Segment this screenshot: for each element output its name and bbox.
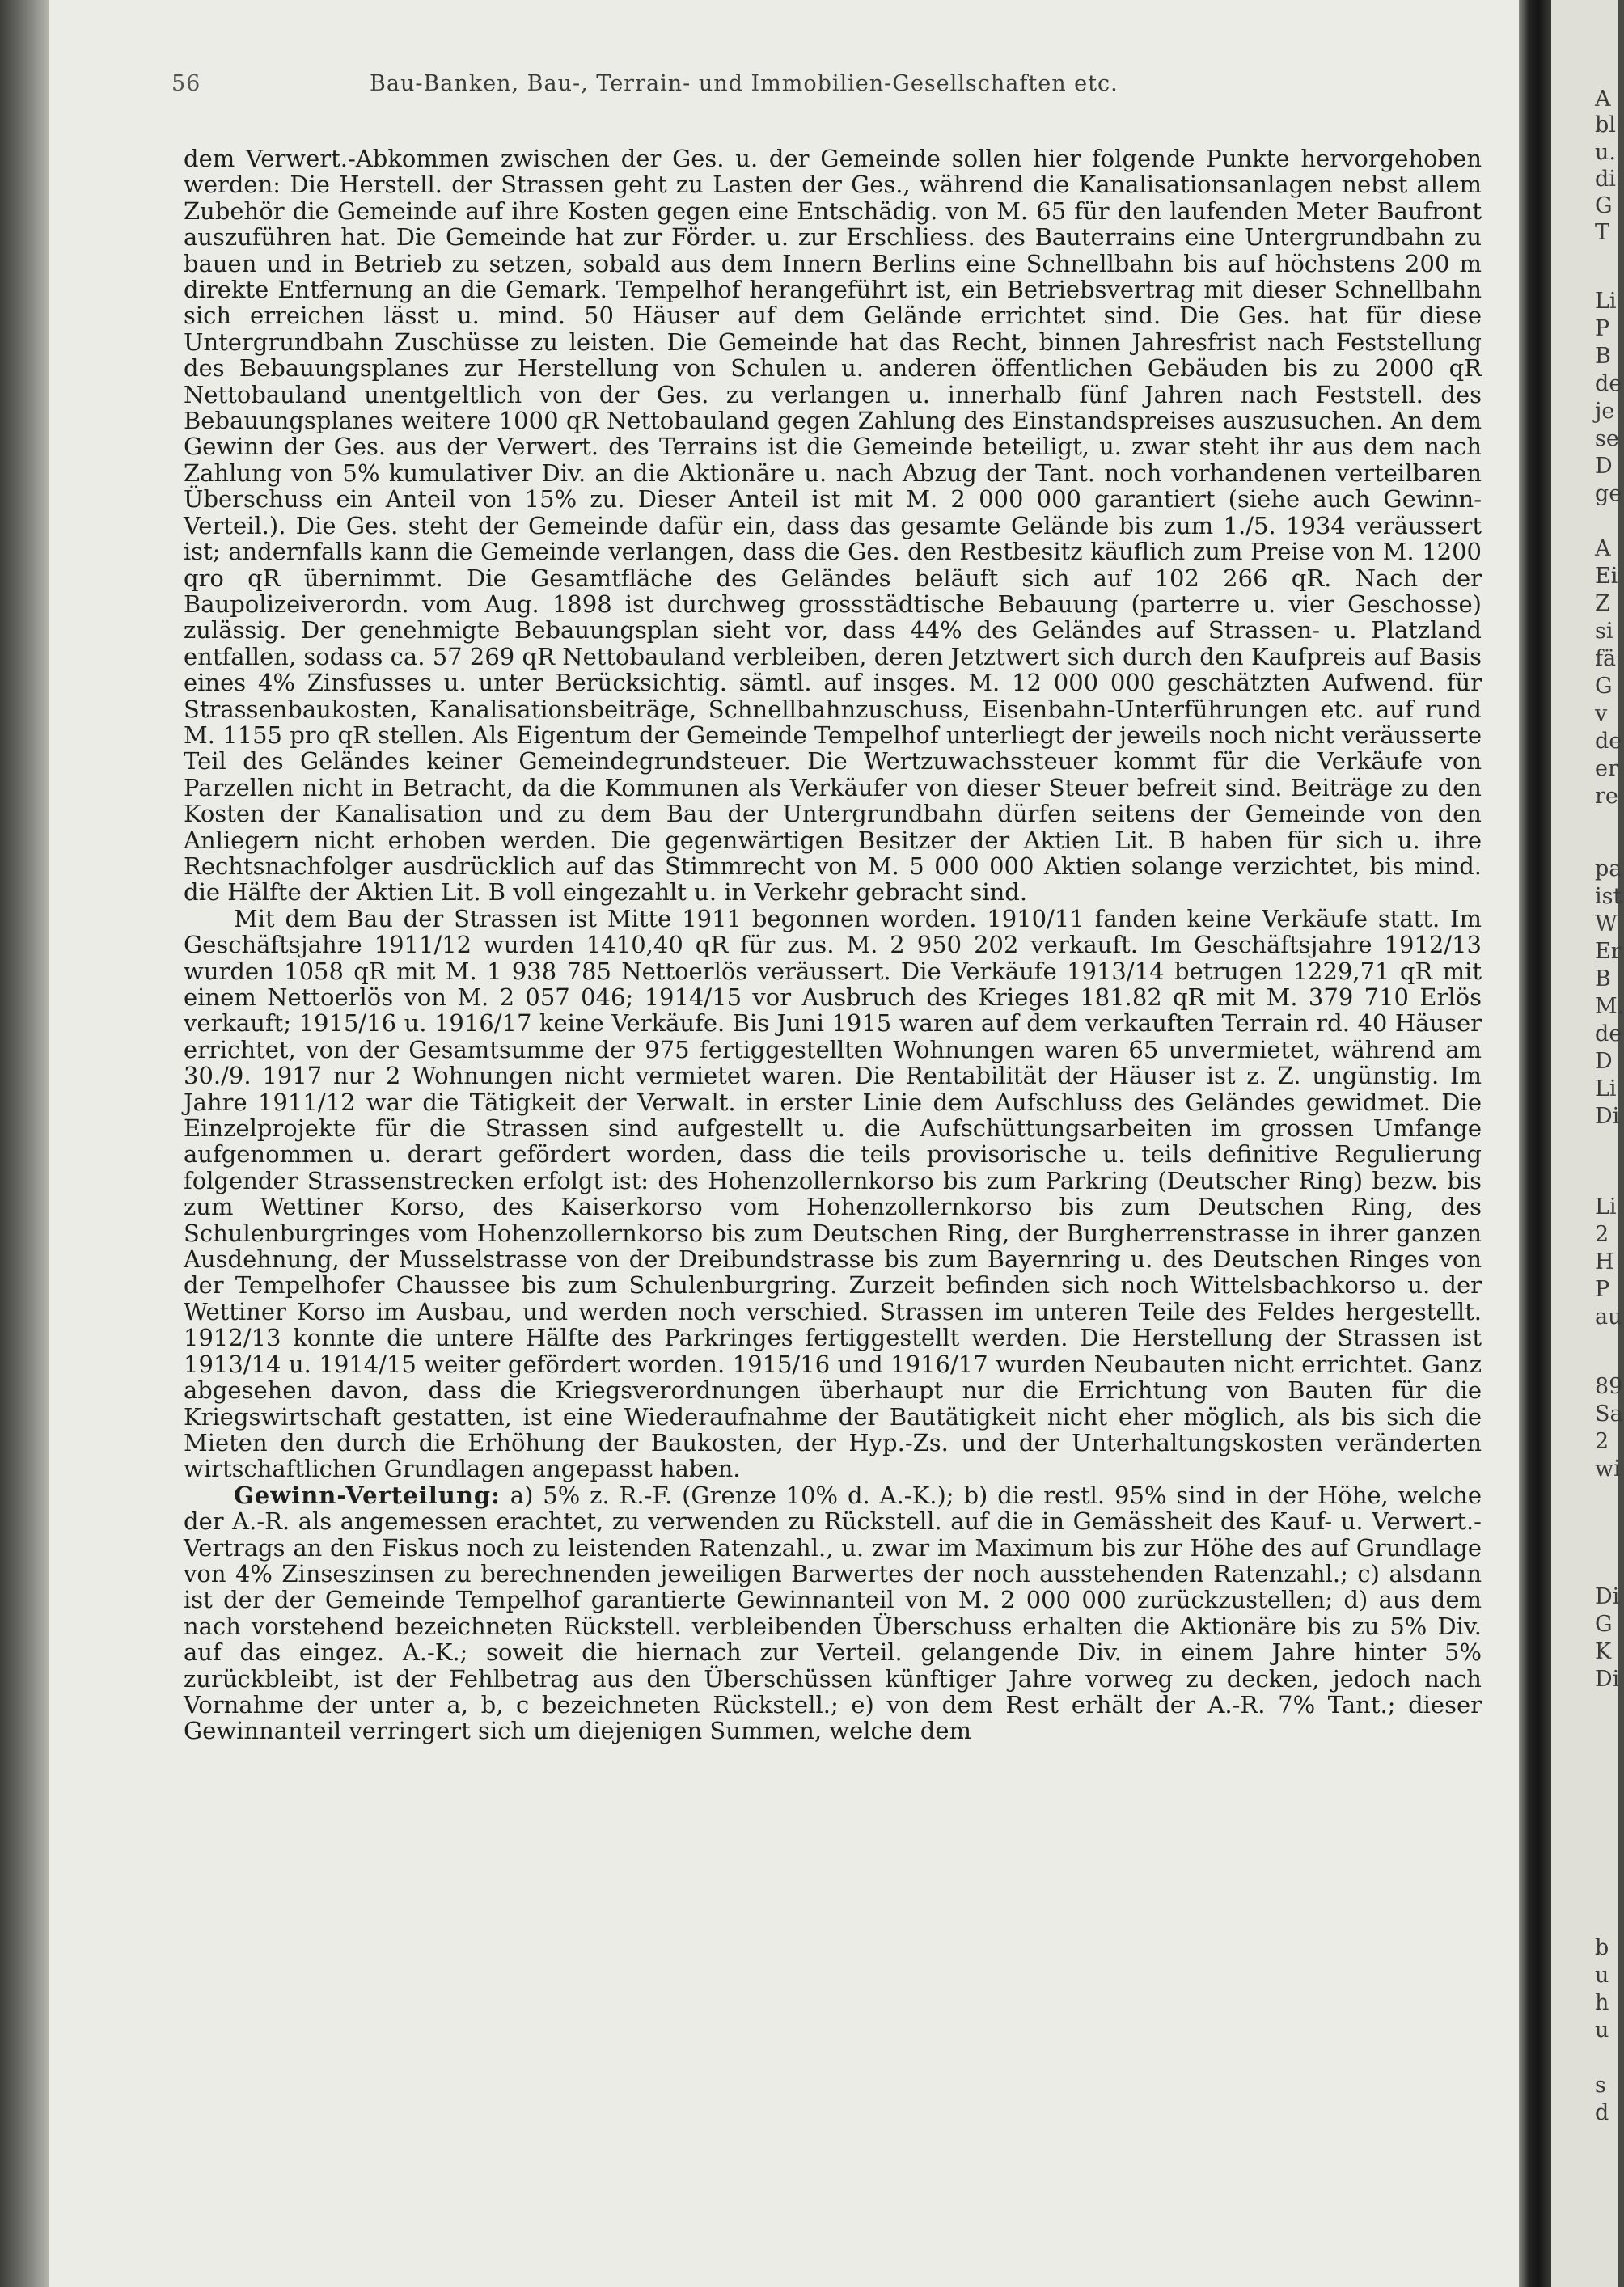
adjacent-fragment: ist	[1595, 884, 1622, 909]
adjacent-fragment: re	[1595, 784, 1618, 809]
adjacent-fragment: 2	[1595, 1429, 1609, 1454]
adjacent-fragment: v	[1595, 701, 1608, 726]
section-lead-gewinn-verteilung: Gewinn-Verteilung:	[234, 1481, 501, 1509]
adjacent-fragment: H	[1595, 1249, 1614, 1275]
adjacent-fragment: K	[1595, 1639, 1612, 1664]
adjacent-fragment: Er	[1595, 939, 1622, 964]
adjacent-fragment: Di	[1595, 1584, 1620, 1609]
adjacent-fragment: P	[1595, 1277, 1610, 1302]
page-content	[171, 0, 1482, 2287]
adjacent-fragment: d	[1595, 2100, 1609, 2125]
running-head: Bau-Banken, Bau-, Terrain- und Immobilien-Gesellschaften etc.	[370, 71, 1119, 96]
adjacent-fragment: de	[1595, 1021, 1622, 1046]
adjacent-fragment: au	[1595, 1304, 1622, 1330]
adjacent-fragment: G	[1595, 674, 1613, 699]
adjacent-fragment: Li	[1595, 1076, 1617, 1101]
adjacent-fragment: Di	[1595, 1667, 1620, 1692]
adjacent-fragment: D	[1595, 454, 1613, 479]
adjacent-fragment: G	[1595, 1612, 1613, 1637]
adjacent-fragment: se	[1595, 426, 1619, 451]
book-spine	[1519, 0, 1551, 2287]
body-text	[184, 146, 1482, 1744]
adjacent-fragment: wi	[1595, 1456, 1621, 1482]
adjacent-fragment: je	[1595, 399, 1615, 424]
adjacent-fragment: Ei	[1595, 564, 1618, 589]
adjacent-fragment: D	[1595, 1049, 1613, 1074]
adjacent-fragment: M.	[1595, 994, 1624, 1019]
left-page-edge	[0, 0, 49, 2287]
adjacent-fragment: ge	[1595, 481, 1622, 506]
adjacent-fragment: fä	[1595, 646, 1617, 671]
paragraph-gewinn-verteilung	[184, 1482, 1482, 1744]
adjacent-fragment: B	[1595, 344, 1611, 369]
adjacent-fragment: Z	[1595, 591, 1610, 616]
adjacent-fragment: er	[1595, 756, 1618, 781]
adjacent-fragment: di	[1595, 167, 1616, 192]
adjacent-page-strip	[1551, 0, 1624, 2287]
adjacent-fragment: de	[1595, 371, 1622, 396]
adjacent-fragment: h	[1595, 1990, 1609, 2015]
adjacent-fragment: s	[1595, 2073, 1606, 2098]
adjacent-fragment: B	[1595, 966, 1611, 991]
adjacent-fragment: Di	[1595, 1104, 1620, 1129]
page-header	[171, 71, 1470, 104]
adjacent-fragment: 89	[1595, 1374, 1623, 1399]
adjacent-fragment: u	[1595, 1963, 1609, 1988]
adjacent-fragment: 2	[1595, 1222, 1609, 1247]
gewinn-verteilung-text: a) 5% z. R.-F. (Grenze 10% d. A.-K.); b) die restl. 95% sind in der Höhe, welche der A.-R. als angemessen erachtet, zu verwenden zu Rückstell. auf die in Gemässheit des Kauf- u. Verwert.-Vertrags an den Fiskus noch zu leistenden Ratenzahl., u. zwar im Maximum bis zur Höhe des auf Grundlage von 4% Zinseszinsen zu berechnenden jeweiligen Barwertes der noch ausstehenden Ratenzahl.; c) alsdann ist der der Gemeinde Tempelhof garantierte Gewinnanteil von M. 2 000 000 zurückzustellen; d) aus dem nach vorstehend bezeichneten Rückstell. verbleibenden Überschuss erhalten die Aktionäre bis zu 5% Div. auf das eingez. A.-K.; soweit die hiernach zur Verteil. gelangende Div. in einem Jahre hinter 5% zurückbleibt, ist der Fehlbetrag aus den Überschüssen künftiger Jahre vorweg zu decken, jedoch nach Vornahme der unter a, b, c bezeichneten Rückstell.; e) von dem Rest erhält der A.-R. 7% Tant.; dieser Gewinnanteil verringert sich um diejenigen Summen, welche dem	[184, 1481, 1482, 1745]
adjacent-fragment: u	[1595, 2018, 1609, 2043]
paragraph-strassenbau: Mit dem Bau der Strassen ist Mitte 1911 begonnen worden. 1910/11 fanden keine Verkäufe statt. Im Geschäftsjahre 1911/12 wurden 1410,40 qR für zus. M. 2 950 202 verkauft. Im Geschäftsjahre 1912/13 wurden 1058 qR mit M. 1 938 785 Nettoerlös veräussert. Die Verkäufe 1913/14 betrugen 1229,71 qR mit einem Nettoerlös von M. 2 057 046; 1914/15 vor Ausbruch des Krieges 181.82 qR mit M. 379 710 Erlös verkauft; 1915/16 u. 1916/17 keine Verkäufe. Bis Juni 1915 waren auf dem verkauften Terrain rd. 40 Häuser errichtet, von der Gesamtsumme der 975 fertiggestellten Wohnungen waren 65 unvermietet, während am 30./9. 1917 nur 2 Wohnungen nicht vermietet waren. Die Rentabilität der Häuser ist z. Z. ungünstig. Im Jahre 1911/12 war die Tätigkeit der Verwalt. in erster Linie dem Aufschluss des Geländes gewidmet. Die Einzelprojekte für die Strassen sind aufgestellt u. die Aufschüttungsarbeiten im grossen Umfange aufgenommen u. derart gefördert worden, dass die teils provisorische u. teils definitive Regulierung folgender Strassenstrecken erfolgt ist: des Hohenzollernkorso bis zum Parkring (Deutscher Ring) bezw. bis zum Wettiner Korso, des Kaiserkorso vom Hohenzollernkorso bis zum Deutschen Ring, des Schulenburgringes vom Hohenzollernkorso bis zum Deutschen Ring, der Burgherrenstrasse in ihrer ganzen Ausdehnung, der Musselstrasse von der Dreibundstrasse bis zum Bayernring u. des Deutschen Ringes von der Tempelhofer Chaussee bis zum Schulenburgring. Zurzeit befinden sich noch Wittelsbachkorso u. der Wettiner Korso im Ausbau, und werden noch verschied. Strassen im unteren Teile des Feldes hergestellt. 1912/13 konnte die untere Hälfte des Parkringes fertiggestellt werden. Die Herstellung der Strassen ist 1913/14 u. 1914/15 weiter gefördert worden. 1915/16 und 1916/17 wurden Neubauten nicht errichtet. Ganz abgesehen davon, dass die Kriegsverordnungen überhaupt nur die Errichtung von Bauten für die Kriegswirtschaft gestatten, ist eine Wiederaufnahme der Bautätigkeit nicht eher möglich, als bis sich die Mieten den durch die Erhöhung der Baukosten, der Hyp.-Zs. und der Unterhaltungskosten veränderten wirtschaftlichen Grundlagen angepasst haben.	[184, 904, 1482, 1483]
adjacent-fragment: bl	[1595, 112, 1616, 137]
adjacent-fragment: G	[1595, 193, 1613, 218]
adjacent-fragment: u.	[1595, 140, 1616, 165]
adjacent-fragment: P	[1595, 316, 1610, 341]
page-number: 56	[171, 71, 201, 96]
adjacent-fragment: A	[1595, 536, 1611, 561]
adjacent-fragment: T	[1595, 220, 1610, 245]
adjacent-fragment: Sa	[1595, 1401, 1623, 1427]
adjacent-fragment: A	[1595, 87, 1611, 112]
adjacent-fragment: si	[1595, 619, 1613, 644]
adjacent-fragment: W	[1595, 911, 1618, 936]
adjacent-fragment: b	[1595, 1935, 1609, 1960]
adjacent-fragment: pa	[1595, 856, 1622, 881]
adjacent-fragment: de	[1595, 729, 1622, 754]
adjacent-fragment: Li	[1595, 289, 1617, 314]
paragraph-verwertungsabkommen: dem Verwert.-Abkommen zwischen der Ges. u. der Gemeinde sollen hier folgende Punkte hervorgehoben werden: Die Herstell. der Strassen geht zu Lasten der Ges., während die Kanalisationsanlagen nebst allem Zubehör die Gemeinde auf ihre Kosten gegen eine Entschädig. von M. 65 für den laufenden Meter Baufront auszuführen hat. Die Gemeinde hat zur Förder. u. zur Erschliess. des Bauterrains eine Untergrundbahn zu bauen und in Betrieb zu setzen, sobald aus dem Innern Berlins eine Schnellbahn bis auf höchstens 200 m direkte Entfernung an die Gemark. Tempelhof herangeführt ist, ein Betriebsvertrag mit dieser Schnellbahn sich erreichen lässt u. mind. 50 Häuser auf dem Gelände errichtet sind. Die Ges. hat für diese Untergrundbahn Zuschüsse zu leisten. Die Gemeinde hat das Recht, binnen Jahresfrist nach Feststellung des Bebauungsplanes zur Herstellung von Schulen u. anderen öffentlichen Gebäuden bis zu 2000 qR Nettobauland unentgeltlich von der Ges. zu verlangen u. innerhalb fünf Jahren nach Feststell. des Bebauungsplanes weitere 1000 qR Nettobauland gegen Zahlung des Einstandspreises auszusuchen. An dem Gewinn der Ges. aus der Verwert. des Terrains ist die Gemeinde beteiligt, u. zwar steht ihr aus dem nach Zahlung von 5% kumulativer Div. an die Aktionäre u. nach Abzug der Tant. noch vorhandenen verteilbaren Überschuss ein Anteil von 15% zu. Dieser Anteil ist mit M. 2 000 000 garantiert (siehe auch Gewinn-Verteil.). Die Ges. steht der Gemeinde dafür ein, dass das gesamte Gelände bis zum 1./5. 1934 veräussert ist; andernfalls kann die Gemeinde verlangen, dass die Ges. den Restbesitz käuflich zum Preise von M. 1200 qro qR übernimmt. Die Gesamtfläche des Geländes beläuft sich auf 102 266 qR. Nach der Baupolizeiverordn. vom Aug. 1898 ist durchweg grossstädtische Bebauung (parterre u. vier Geschosse) zulässig. Der genehmigte Bebauungsplan sieht vor, dass 44% des Geländes auf Strassen- u. Platzland entfallen, sodass ca. 57 269 qR Nettobauland verbleiben, deren Jetztwert sich durch den Kaufpreis auf Basis eines 4% Zinsfusses u. unter Berücksichtig. sämtl. auf insges. M. 12 000 000 geschätzten Aufwend. für Strassenbaukosten, Kanalisationsbeiträge, Schnellbahnzuschuss, Eisenbahn-Unterführungen etc. auf rund M. 1155 pro qR stellen. Als Eigentum der Gemeinde Tempelhof unterliegt der jeweils noch nicht veräusserte Teil des Geländes keiner Gemeindegrundsteuer. Die Wertzuwachssteuer kommt für die Verkäufe von Parzellen nicht in Betracht, da die Kommunen als Verkäufer von dieser Steuer befreit sind. Beiträge zu den Kosten der Kanalisation und zu dem Bau der Untergrundbahn dürfen seitens der Gemeinde von den Anliegern nicht erhoben werden. Die gegenwärtigen Besitzer der Aktien Lit. B haben für sich u. ihre Rechtsnachfolger ausdrücklich auf das Stimmrecht von M. 5 000 000 Aktien solange verzichtet, bis mind. die Hälfte der Aktien Lit. B voll eingezahlt u. in Verkehr gebracht sind.	[184, 145, 1482, 907]
adjacent-fragment: Li	[1595, 1194, 1617, 1220]
